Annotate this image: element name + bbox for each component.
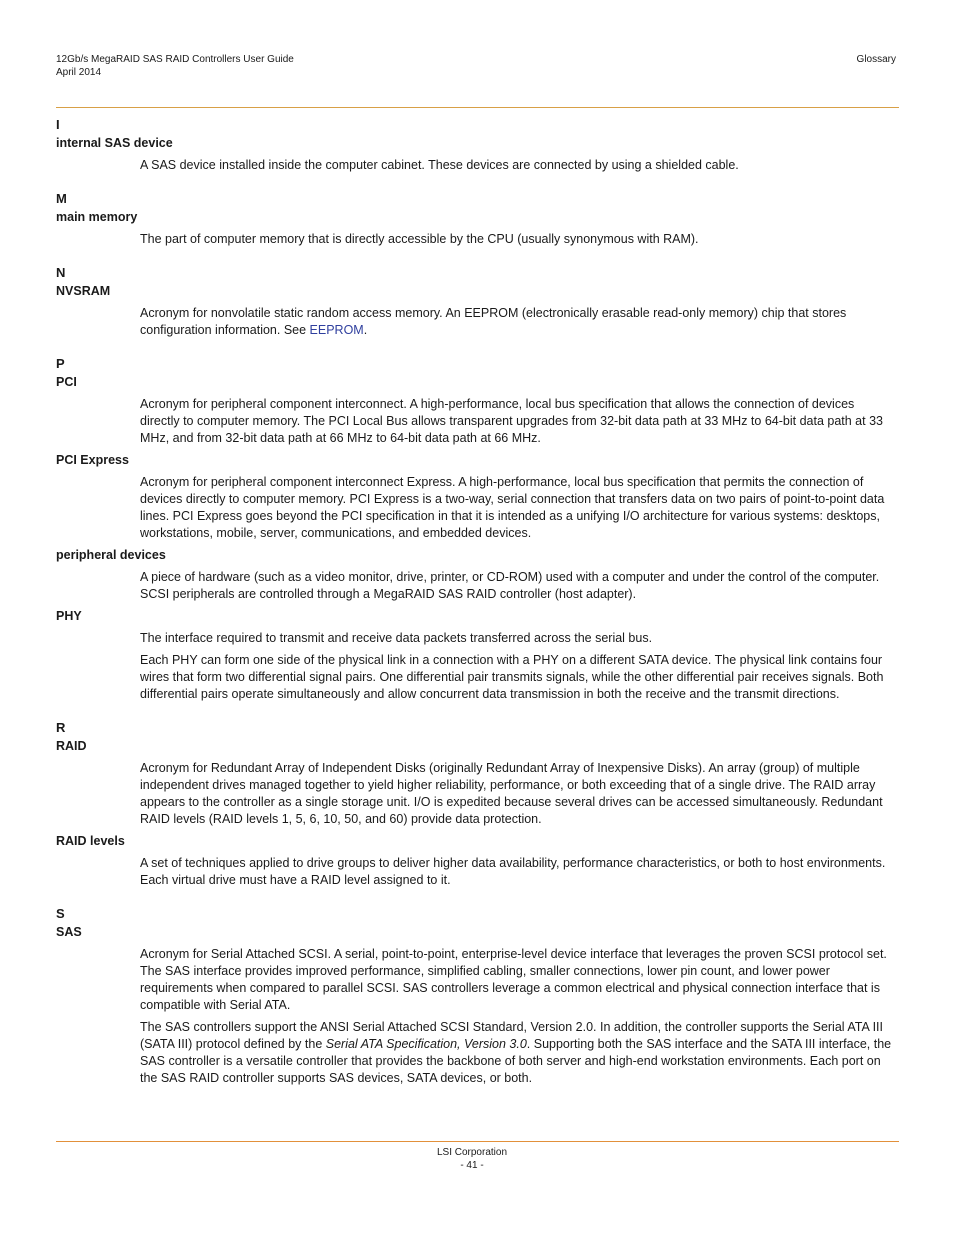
definition-phy-2: Each PHY can form one side of the physical link in a connection with a PHY on a different SATA device. The physical link contains four wires that form two differential signal pairs. One differential pair transmits signals, while the other differential pair receives signals. Both differential pairs operate simultaneously and allow concurrent data transmission in both the receive and the transmit directions. — [140, 653, 884, 701]
term-raid-levels: RAID levels — [56, 834, 125, 848]
term-peripheral-devices: peripheral devices — [56, 548, 166, 562]
definition-raid-levels: A set of techniques applied to drive groups to deliver higher data availability, performance characteristics, or both to host environments. Each virtual drive must have a RAID level assigned to it. — [140, 856, 886, 887]
definition-phy-1: The interface required to transmit and receive data packets transferred across the serial bus. — [140, 631, 653, 645]
definition-nvsram-text: Acronym for nonvolatile static random access memory. An EEPROM (electronically erasable read-only memory) chip that stores configuration information. See — [140, 306, 847, 337]
footer-rule — [56, 1141, 899, 1142]
definition-sas-2-rest: . Supporting both the SAS interface and the SATA III interface, the SAS controller is a versatile controller that provides the backbone of both server and high-end workstation environments. Each port on the SAS RAID controller supports SAS devices, SATA devices, or both. — [140, 1037, 892, 1085]
section-letter-n: N — [56, 265, 66, 280]
term-sas: SAS — [56, 925, 82, 939]
term-internal-sas-device: internal SAS device — [56, 136, 173, 150]
page-number: - 41 - — [460, 1160, 484, 1171]
definition-nvsram-end: . — [363, 323, 368, 337]
term-pci: PCI — [56, 375, 77, 389]
section-letter-m: M — [56, 191, 67, 206]
definition-internal-sas-device: A SAS device installed inside the computer cabinet. These devices are connected by using a shielded cable. — [140, 158, 739, 172]
term-nvsram: NVSRAM — [56, 284, 111, 298]
sata-spec-title: Serial ATA Specification, Version 3.0 — [325, 1037, 527, 1051]
section-letter-i: I — [56, 117, 60, 132]
eeprom-link[interactable]: EEPROM — [309, 323, 364, 337]
running-header-left — [56, 53, 294, 79]
document-title: 12Gb/s MegaRAID SAS RAID Controllers User Guide — [56, 54, 294, 65]
definition-pci-express: Acronym for peripheral component interconnect Express. A high-performance, local bus specification that permits the connection of devices directly to computer memory. PCI Express is a two-way, serial connection that transfers data on two pairs of point-to-point data lines. PCI Express goes beyond the PCI specification in that it is intended as a unifying I/O architecture for various systems: desktops, workstations, mobile, server, communications, and embedded devices. — [140, 475, 885, 540]
term-main-memory: main memory — [56, 210, 138, 224]
term-raid: RAID — [56, 739, 87, 753]
definition-nvsram — [140, 305, 896, 339]
definition-peripheral-devices: A piece of hardware (such as a video monitor, drive, printer, or CD-ROM) used with a computer and under the control of the computer. SCSI peripherals are controlled through a MegaRAID SAS RAID controller (host adapter). — [140, 570, 880, 601]
section-letter-p: P — [56, 356, 65, 371]
document-date: April 2014 — [56, 67, 102, 78]
section-letter-r: R — [56, 720, 66, 735]
footer-company: LSI Corporation — [436, 1147, 508, 1158]
term-phy: PHY — [56, 609, 82, 623]
section-letter-s: S — [56, 906, 65, 921]
definition-sas-1: Acronym for Serial Attached SCSI. A serial, point-to-point, enterprise-level device interface that leverages the proven SCSI protocol set. The SAS interface provides improved performance, simplified cabling, smaller connections, lower pin count, and lower power requirements when compared to parallel SCSI. SAS controllers leverage a common electrical and physical connection interface that is compatible with Serial ATA. — [140, 947, 887, 1012]
definition-sas-2-text: The SAS controllers support the ANSI Serial Attached SCSI Standard, Version 2.0. In addition, the controller supports the Serial ATA III (SATA III) protocol defined by the — [140, 1020, 883, 1051]
definition-raid: Acronym for Redundant Array of Independent Disks (originally Redundant Array of Inexpensive Disks). An array (group) of multiple independent drives managed together to yield higher reliability, performance, or both exceeding that of a single drive. The RAID array appears to the controller as a single storage unit. I/O is expedited because several drives can be accessed simultaneously. Redundant RAID levels (RAID levels 1, 5, 6, 10, 50, and 60) provide data protection. — [140, 761, 883, 826]
term-pci-express: PCI Express — [56, 453, 129, 467]
definition-pci: Acronym for peripheral component interconnect. A high-performance, local bus specification that allows the connection of devices directly to computer memory. The PCI Local Bus allows transparent upgrades from 32-bit data path at 33 MHz to 64-bit data path at 33 MHz, and from 32-bit data path at 66 MHz to 64-bit data path at 66 MHz. — [140, 397, 883, 445]
page-footer — [0, 1146, 944, 1172]
header-rule — [56, 107, 899, 108]
section-name: Glossary — [856, 54, 896, 65]
glossary-body — [56, 116, 896, 1091]
definition-sas-2 — [140, 1019, 896, 1087]
definition-main-memory: The part of computer memory that is directly accessible by the CPU (usually synonymous with RAM). — [140, 232, 699, 246]
